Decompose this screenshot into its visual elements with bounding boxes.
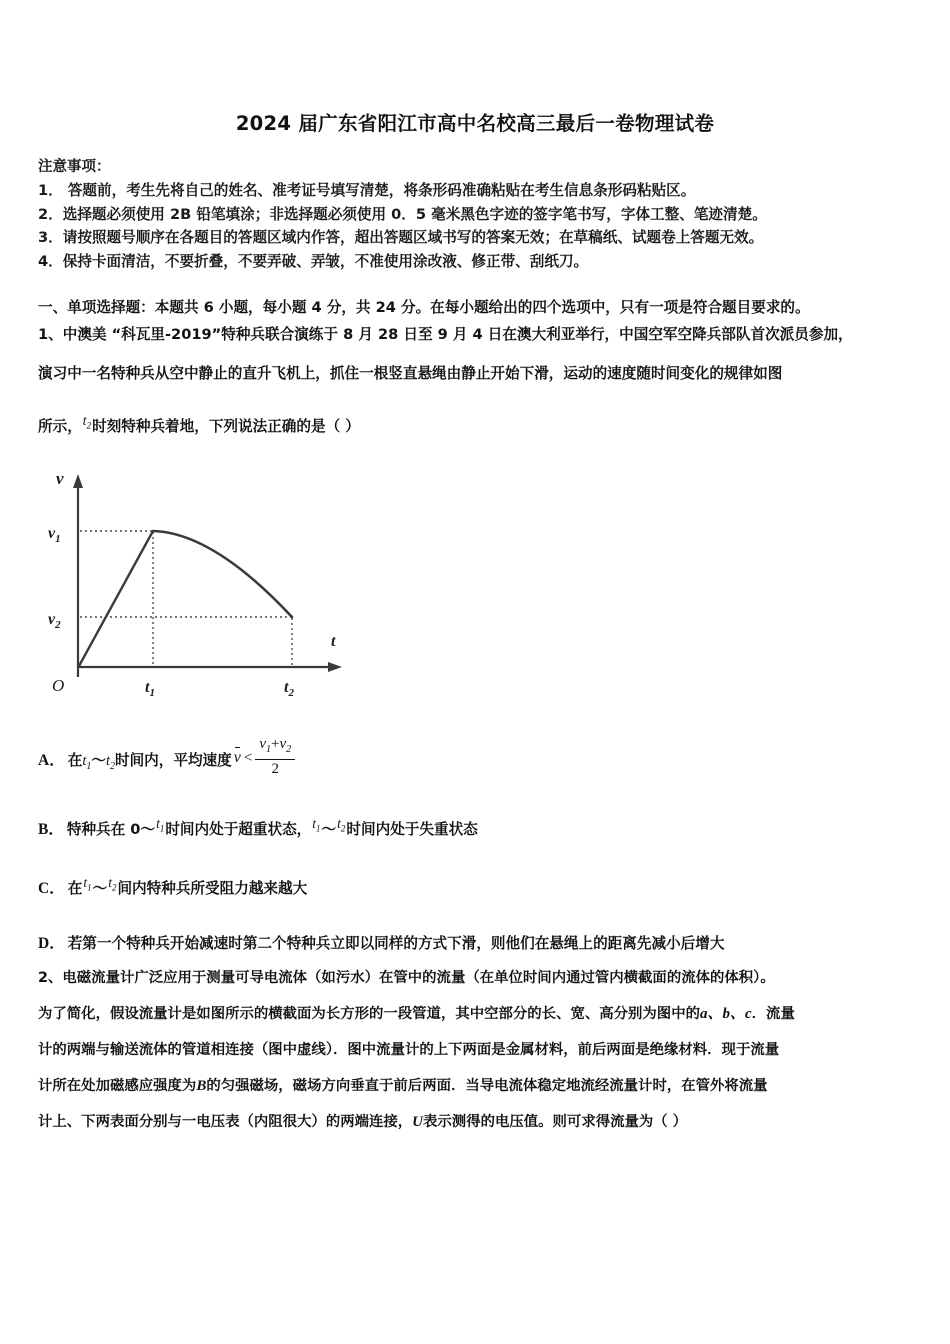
question1-option-a: [38, 736, 295, 782]
option-a-tilde: ～: [91, 752, 106, 769]
option-a-t1: $t_1$: [82, 753, 92, 772]
option-b-tilde: ～: [321, 821, 337, 838]
option-d-text: 若第一个特种兵开始减速时第二个特种兵立即以同样的方式下滑，则他们在悬绳上的距离先减小后增大: [67, 935, 725, 952]
option-a-text2: 时间内，平均速度: [114, 752, 232, 769]
x-axis-arrow: [328, 662, 342, 672]
notice-item: 1． 答题前，考生先将自己的姓名、准考证号填写清楚，将条形码准确粘贴在考生信息条形码粘贴区。: [38, 182, 696, 199]
question2-line4: [38, 1074, 938, 1095]
question2-voltage-var: U: [412, 1114, 424, 1130]
x-axis-label: t: [331, 633, 336, 650]
option-a-text1: 在: [67, 752, 83, 769]
question2-line5: [38, 1110, 938, 1131]
option-b-text2: 时间内处于超重状态，: [165, 821, 312, 838]
option-c-text2: 间内特种兵所受阻力越来越大: [117, 880, 308, 897]
notice-item: 4．保持卡面清洁，不要折叠，不要弄破、弄皱，不准使用涂改液、修正带、刮纸刀。: [38, 252, 589, 270]
v2-tick-label: $v_2$: [48, 611, 61, 631]
curve-rising-segment: [79, 531, 153, 666]
question1-option-d: [38, 931, 724, 953]
question2-line5-text-a: 计上、下两表面分别与一电压表（内阻很大）的两端连接，: [38, 1114, 413, 1130]
question2-line4-text-b: 的匀强磁场，磁场方向垂直于前后两面．当导电流体稳定地流经流量计时，在管外将流量: [206, 1078, 768, 1094]
option-b-t1: $t_1$: [156, 816, 165, 834]
question1-option-c: [38, 876, 307, 899]
option-b-label: B．: [38, 821, 64, 838]
fraction-numerator: $v_1+v_2$: [255, 736, 295, 760]
fraction-denominator: 2: [271, 761, 279, 777]
notice-item: 2．选择题必须使用 2B 铅笔填涂；非选择题必须使用 0．5 毫米黑色字迹的签字笔书写，字体工整、笔迹清楚。: [38, 205, 767, 223]
option-a-formula: [234, 737, 295, 779]
notice-item: 3．请按照题号顺序在各题目的答题区域内作答，超出答题区域书写的答案无效；在草稿纸、试题卷上答题无效。: [38, 229, 764, 246]
t2-tick-label: $t_2$: [284, 679, 294, 698]
question2-line2-text-a: 为了简化，假设流量计是如图所示的横截面为长方形的一段管道，其中空部分的长、宽、高分别为图中的: [38, 1006, 700, 1022]
option-c-tilde: ～: [92, 880, 108, 897]
question2-line5-text-b: 表示测得的电压值。则可求得流量为（ ）: [423, 1114, 688, 1130]
question1-line3-text-a: 所示，: [38, 418, 82, 435]
v1-tick-label: $v_1$: [48, 525, 61, 545]
option-c-text1: 在: [67, 880, 83, 897]
question1-line2: 演习中一名特种兵从空中静止的直升飞机上，抓住一根竖直悬绳由静止开始下滑，运动的速度随时间变化的规律如图: [38, 365, 783, 382]
velocity-time-graph-svg: [40, 462, 400, 698]
question2-line2-text-b: ．流量: [751, 1006, 795, 1022]
section-heading: 一、单项选择题：本题共 6 小题，每小题 4 分，共 24 分。在每小题给出的四个选项中，只有一项是符合题目要求的。: [38, 299, 810, 316]
option-c-t1: $t_1$: [83, 875, 92, 893]
option-c-t2: $t_2$: [108, 875, 117, 893]
question1-line1: 1、中澳美 “科瓦里-2019”特种兵联合演练于 8 月 28 日至 9 月 4 日在澳大利亚举行，中国空军空降兵部队首次派员参加，: [38, 326, 853, 343]
option-a-t2: $t_2$: [105, 753, 115, 772]
question2-line2: [38, 1002, 938, 1023]
option-a-label: A．: [38, 752, 65, 769]
option-c-label: C．: [38, 880, 65, 897]
notice-block: [38, 156, 918, 273]
option-b-t2: $t_1$: [312, 816, 321, 834]
notice-heading: 注意事项：: [38, 159, 111, 175]
question2-line1: 2、电磁流量计广泛应用于测量可导电流体（如污水）在管中的流量（在单位时间内通过管内横截面的流体的体积）。: [38, 970, 775, 986]
t1-tick-label: $t_1$: [145, 679, 155, 698]
question1-t2-symbol: $t_2$: [82, 413, 92, 431]
question2-dimension-vars: a、b、c: [699, 1006, 752, 1022]
question1-option-b: [38, 817, 478, 840]
origin-label: O: [52, 676, 65, 695]
less-than-sign: <: [243, 750, 253, 766]
question1-line3-text-b: 时刻特种兵着地，下列说法正确的是（ ）: [92, 418, 360, 435]
question2-magnetic-field-var: B: [196, 1078, 207, 1094]
curve-decelerating-segment: [153, 531, 292, 617]
question2-line4-text-a: 计所在处加磁感应强度为: [38, 1078, 197, 1094]
option-b-t3: $t_2$: [337, 816, 346, 834]
y-axis-arrow: [73, 474, 83, 488]
page-title: 2024 届广东省阳江市高中名校高三最后一卷物理试卷: [235, 112, 715, 135]
option-b-text3: 时间内处于失重状态: [346, 821, 478, 838]
option-d-label: D．: [38, 935, 65, 952]
option-a-fraction: [255, 736, 295, 778]
mean-velocity-symbol: v: [233, 749, 241, 766]
velocity-time-graph: [40, 462, 400, 698]
option-b-text1: 特种兵在 0～: [66, 821, 156, 838]
question2-line3: 计的两端与输送流体的管道相连接（图中虚线）．图中流量计的上下两面是金属材料，前后两面是绝缘材料．现于流量: [38, 1042, 780, 1058]
y-axis-label: v: [56, 469, 64, 488]
question1-line3: [38, 415, 360, 444]
